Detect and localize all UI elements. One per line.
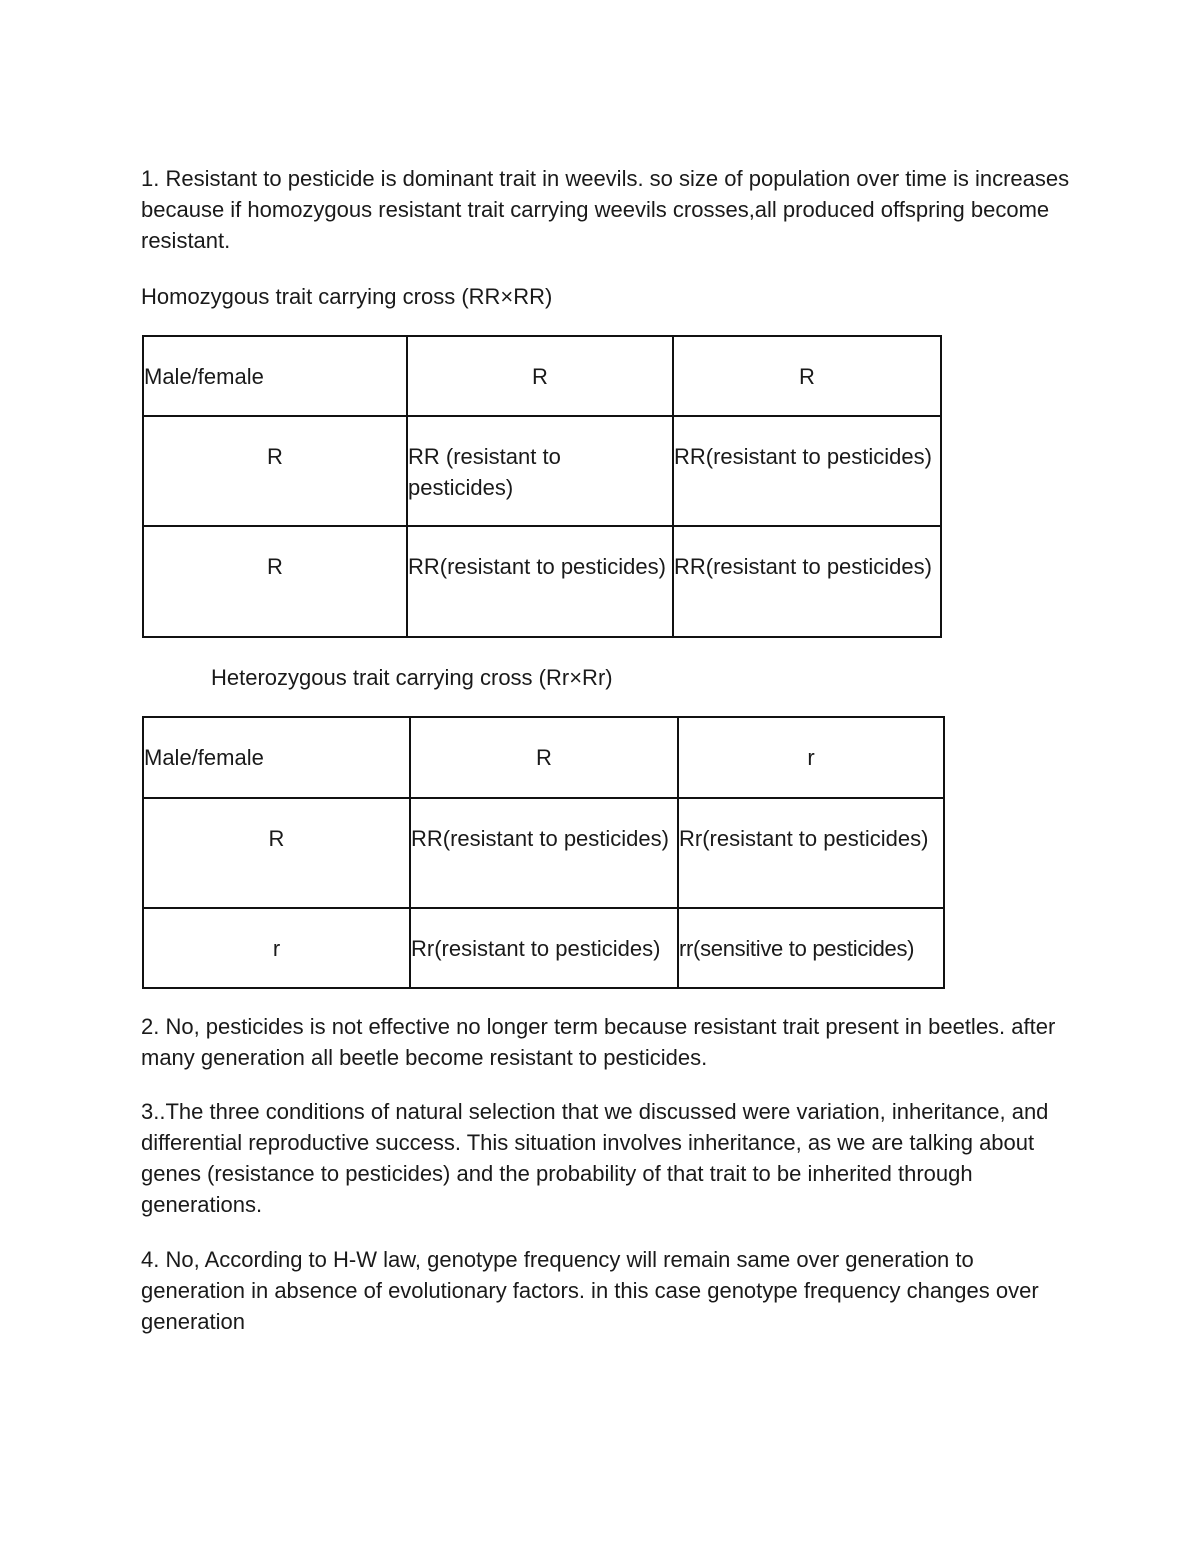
homozygous-caption: Homozygous trait carrying cross (RR×RR) (141, 284, 553, 309)
row-header: R (143, 526, 407, 637)
answer-2: 2. No, pesticides is not effective no longer term because resistant trait present in beetles. after many generation all beetle become resistant to pesticides. (141, 1014, 1056, 1070)
genotype-cell: RR(resistant to pesticides) (673, 416, 941, 526)
col-header: r (678, 717, 944, 798)
table-row (143, 526, 941, 637)
col-header: R (673, 336, 941, 416)
heterozygous-punnett-table (142, 716, 945, 989)
heterozygous-caption: Heterozygous trait carrying cross (Rr×Rr) (211, 665, 613, 690)
col-header: R (410, 717, 678, 798)
table-row (143, 336, 941, 416)
row-header: r (143, 908, 410, 988)
genotype-cell: rr(sensitive to pesticides) (678, 908, 944, 988)
table-row (143, 798, 944, 908)
homozygous-punnett-table (142, 335, 942, 638)
genotype-cell: Rr(resistant to pesticides) (410, 908, 678, 988)
table-row (143, 416, 941, 526)
answer-1: 1. Resistant to pesticide is dominant trait in weevils. so size of population over time is increases because if homozygous resistant trait carrying weevils crosses,all produced offspring become resistant. (141, 166, 1070, 253)
genotype-cell: RR(resistant to pesticides) (410, 798, 678, 908)
genotype-cell: RR(resistant to pesticides) (673, 526, 941, 637)
row-header: R (143, 798, 410, 908)
col-header: R (407, 336, 673, 416)
row-header: R (143, 416, 407, 526)
corner-label: Male/female (143, 717, 410, 798)
answer-3: 3..The three conditions of natural selection that we discussed were variation, inheritance, and differential reproductive success. This situation involves inheritance, as we are talking about genes (resistance to pesticides) and the probability of that trait to be inherited through generations. (141, 1099, 1049, 1217)
answer-4: 4. No, According to H-W law, genotype frequency will remain same over generation to generation in absence of evolutionary factors. in this case genotype frequency changes over generation (141, 1247, 1039, 1334)
genotype-cell: Rr(resistant to pesticides) (678, 798, 944, 908)
genotype-cell: RR(resistant to pesticides) (407, 526, 673, 637)
table-row (143, 717, 944, 798)
corner-label: Male/female (143, 336, 407, 416)
genotype-cell: RR (resistant to pesticides) (407, 416, 673, 526)
table-row (143, 908, 944, 988)
